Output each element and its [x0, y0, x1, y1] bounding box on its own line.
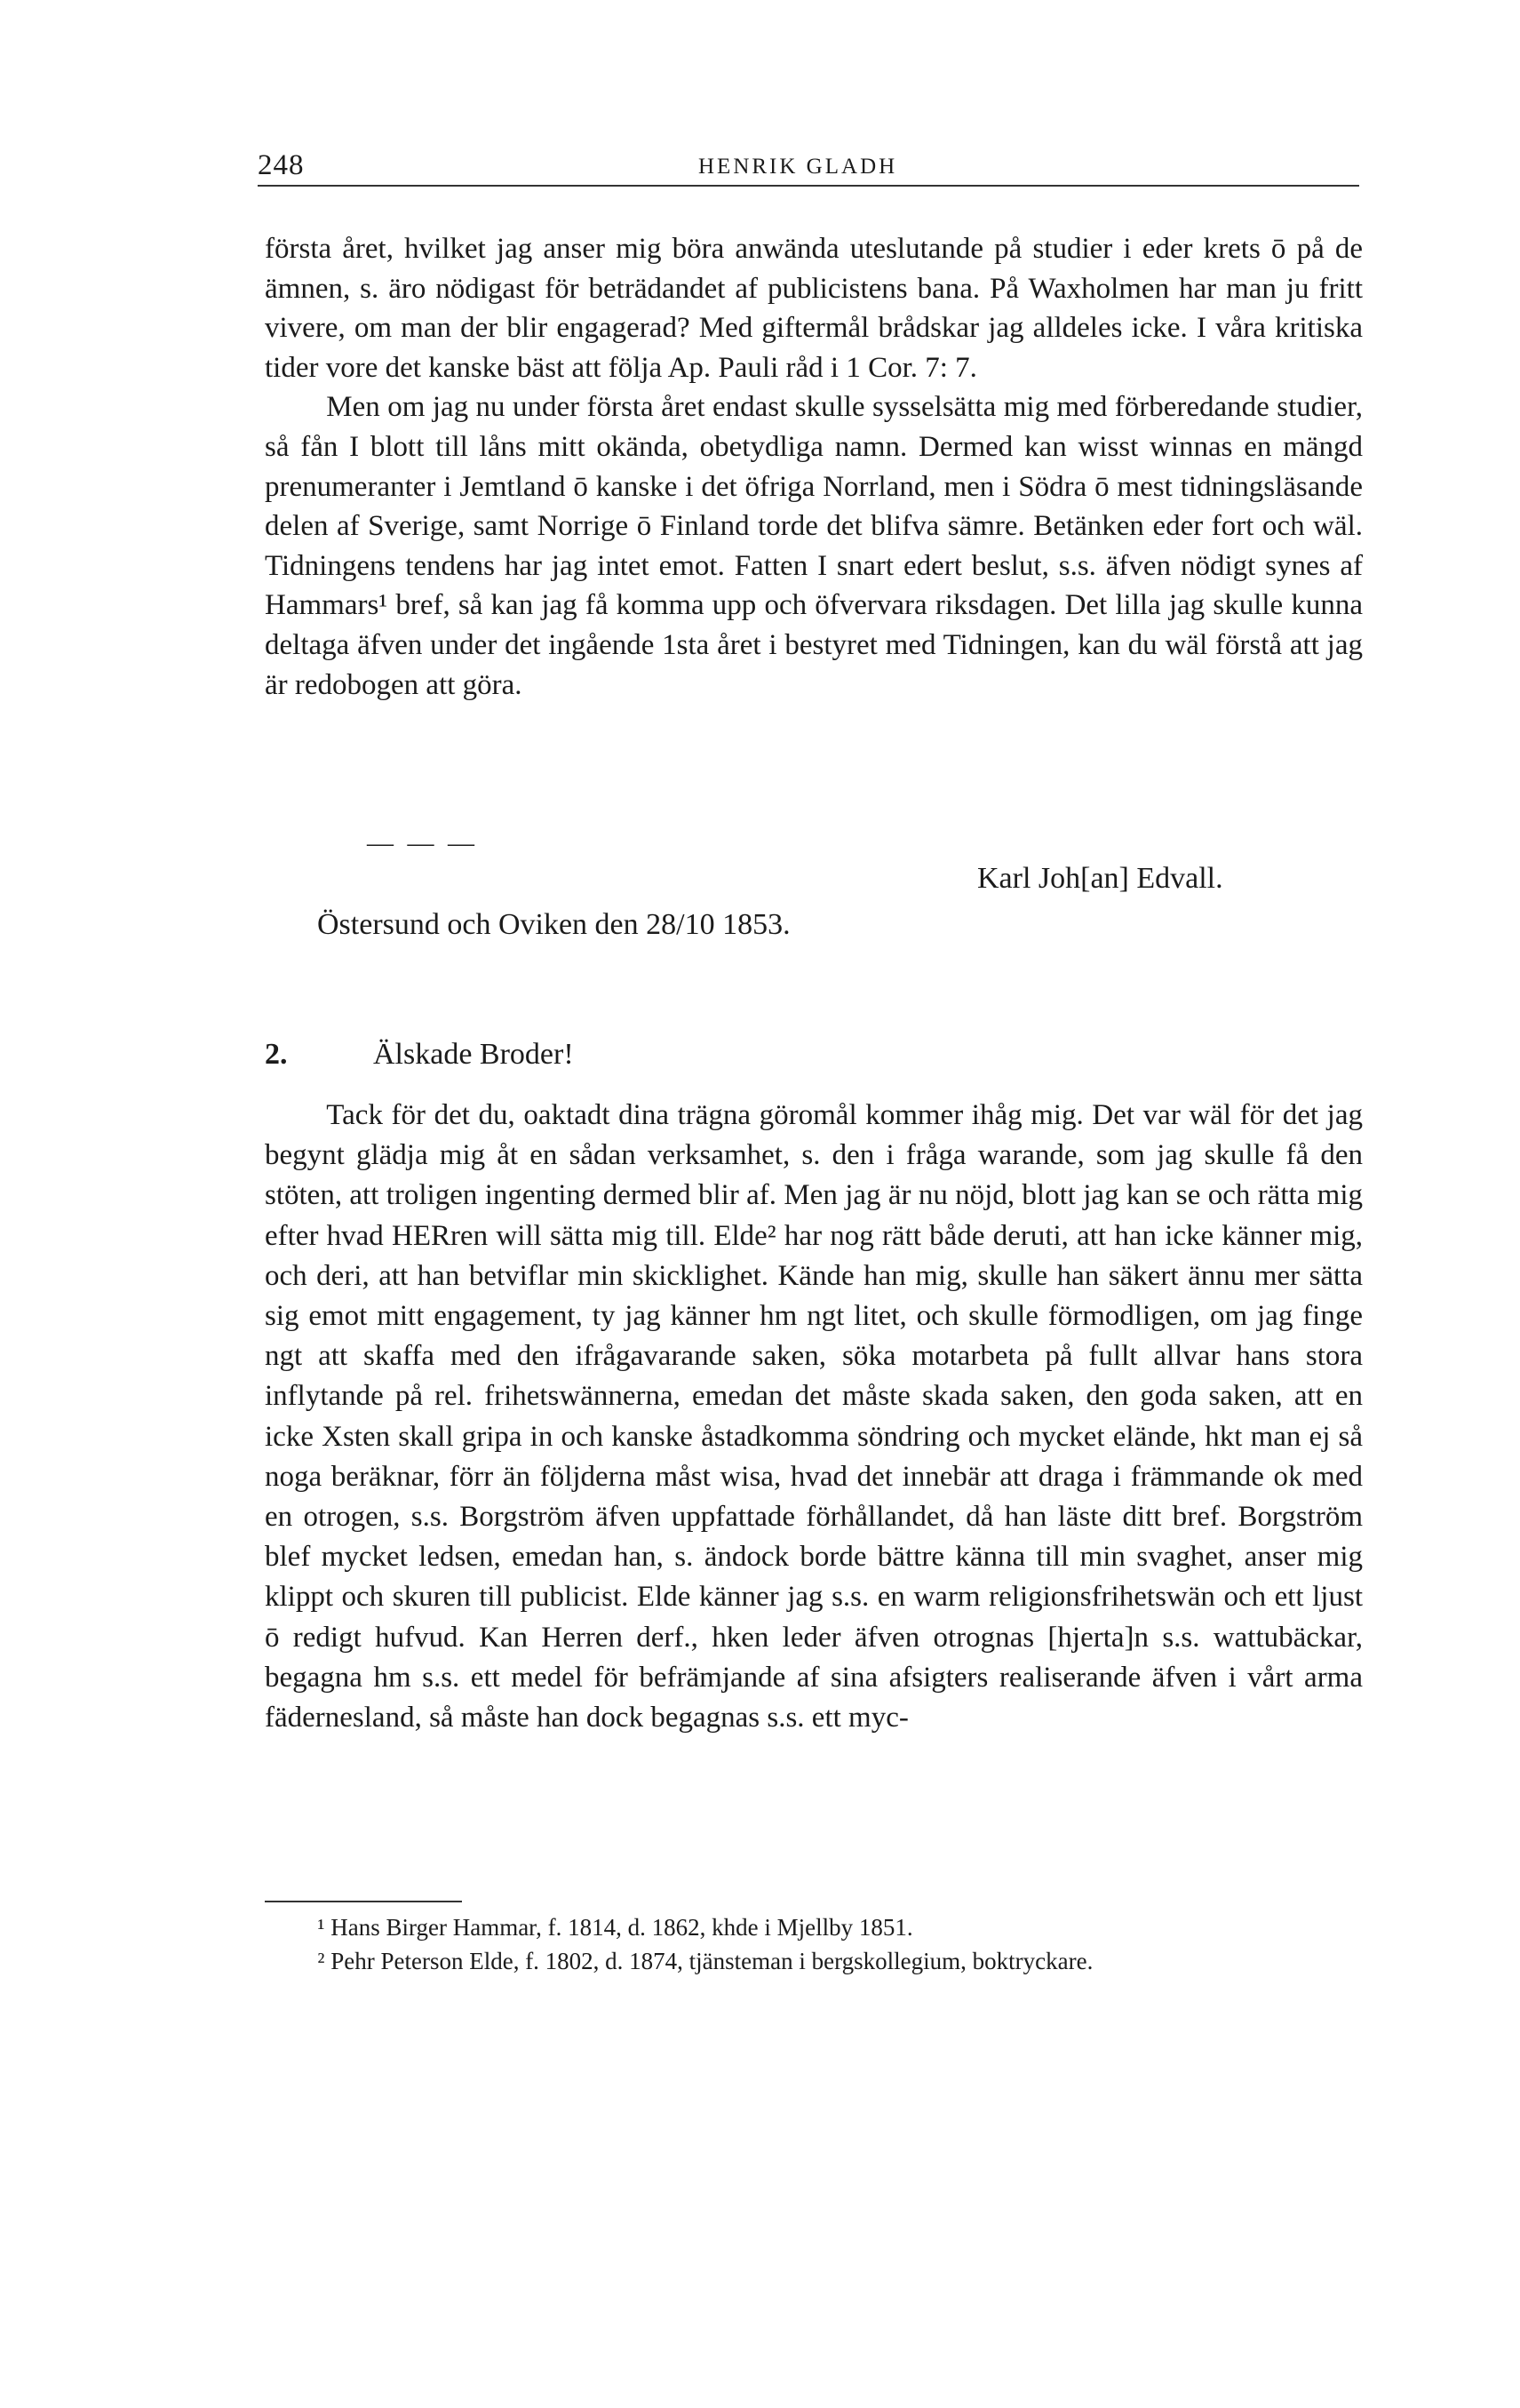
- letter-1-paragraph-2: Men om jag nu under första året endast skulle sysselsätta mig med förberedande studier, så fån I blott till låns mitt okända, obetydliga namn. Dermed kan wisst winnas en mängd prenumeranter i Jemtland ō kanske i det öfriga Norrland, men i Södra ō mest tidningsläsande delen af Sverige, samt Norrige ō Finland torde det blifva sämre. Betänken eder fort och wäl. Tidningens tendens har jag intet emot. Fatten I snart edert beslut, s.s. äfven nödigt synes af Hammars¹ bref, så kan jag få komma upp och öfvervara riksdagen. Det lilla jag skulle kunna deltaga äfven under det ingående 1sta året i bestyret med Tidningen, kan du wäl förstå att jag är redobogen att göra.: [265, 391, 1363, 701]
- header-rule: [258, 185, 1359, 187]
- footnote-rule: [265, 1901, 462, 1902]
- running-head: [258, 149, 1359, 185]
- footnotes: [265, 1910, 1363, 1978]
- letter-2-number: 2.: [265, 1038, 288, 1071]
- footnote-1: ¹ Hans Birger Hammar, f. 1814, d. 1862, khde i Mjellby 1851.: [317, 1914, 913, 1941]
- footnote-2: ² Pehr Peterson Elde, f. 1802, d. 1874, tjänsteman i bergskollegium, boktryckare.: [317, 1948, 1094, 1974]
- letter-1-paragraph-1: första året, hvilket jag anser mig böra anwända uteslutande på studier i eder krets ō på de ämnen, s. äro nödigast för beträdandet af publicistens bana. På Waxholmen har man ju fritt vivere, om man der blir engagerad? Med giftermål brådskar jag alldeles icke. I våra kritiska tider vore det kanske bäst att följa Ap. Pauli råd i 1 Cor. 7: 7.: [265, 233, 1363, 384]
- letter-1-signature: Karl Joh[an] Edvall.: [977, 862, 1223, 895]
- letter-1-place-date: Östersund och Oviken den 28/10 1853.: [317, 908, 791, 941]
- section-dashes: — — —: [367, 828, 478, 857]
- letter-2-paragraph-1: Tack för det du, oaktadt dina trägna göromål kommer ihåg mig. Det var wäl för det jag begynt glädja mig åt en sådan verksamhet, s. den i fråga warande, som jag skulle få den stöten, att troligen ingenting dermed blir af. Men jag är nu nöjd, blott jag kan se och rätta mig efter hvad HERren will sätta mig till. Elde² har nog rätt både deruti, att han icke känner mig, och deri, att han betviflar min skicklighet. Kände han mig, skulle han säkert ännu mer sätta sig emot mitt engagement, ty jag känner hm ngt litet, och skulle förmodligen, om jag finge ngt att skaffa med den ifrågavarande saken, söka motarbeta på fullt allvar hans stora inflytande på rel. frihetswännerna, emedan det måste skada saken, den goda saken, att en icke Xsten skall gripa in och kanske åstadkomma söndring och mycket elände, hkt man ej så noga beräknar, förr än följderna måst wisa, hvad det innebär att draga i främmande ok med en otrogen, s.s. Borgström äfven uppfattade förhållandet, då han läste ditt bref. Borgström blef mycket ledsen, emedan han, s. ändock borde bättre känna till min svaghet, anser mig klippt och skuren till publicist. Elde känner jag s.s. en warm religionsfrihetswän och ett ljust ō redigt hufvud. Kan Herren derf., hken leder äfven otrognas [hjerta]n s.s. wattubäckar, begagna hm s.s. ett medel för befrämjande af sina afsigters realiserande äfven i vårt arma fädernesland, så måste han dock begagnas s.s. ett myc-: [265, 1099, 1363, 1734]
- letter-1-body: [265, 229, 1363, 705]
- page-number: 248: [258, 149, 305, 181]
- letter-2-body: [265, 1096, 1363, 1738]
- letter-2-salutation: Älskade Broder!: [373, 1038, 574, 1071]
- running-head-author: HENRIK GLADH: [698, 155, 898, 179]
